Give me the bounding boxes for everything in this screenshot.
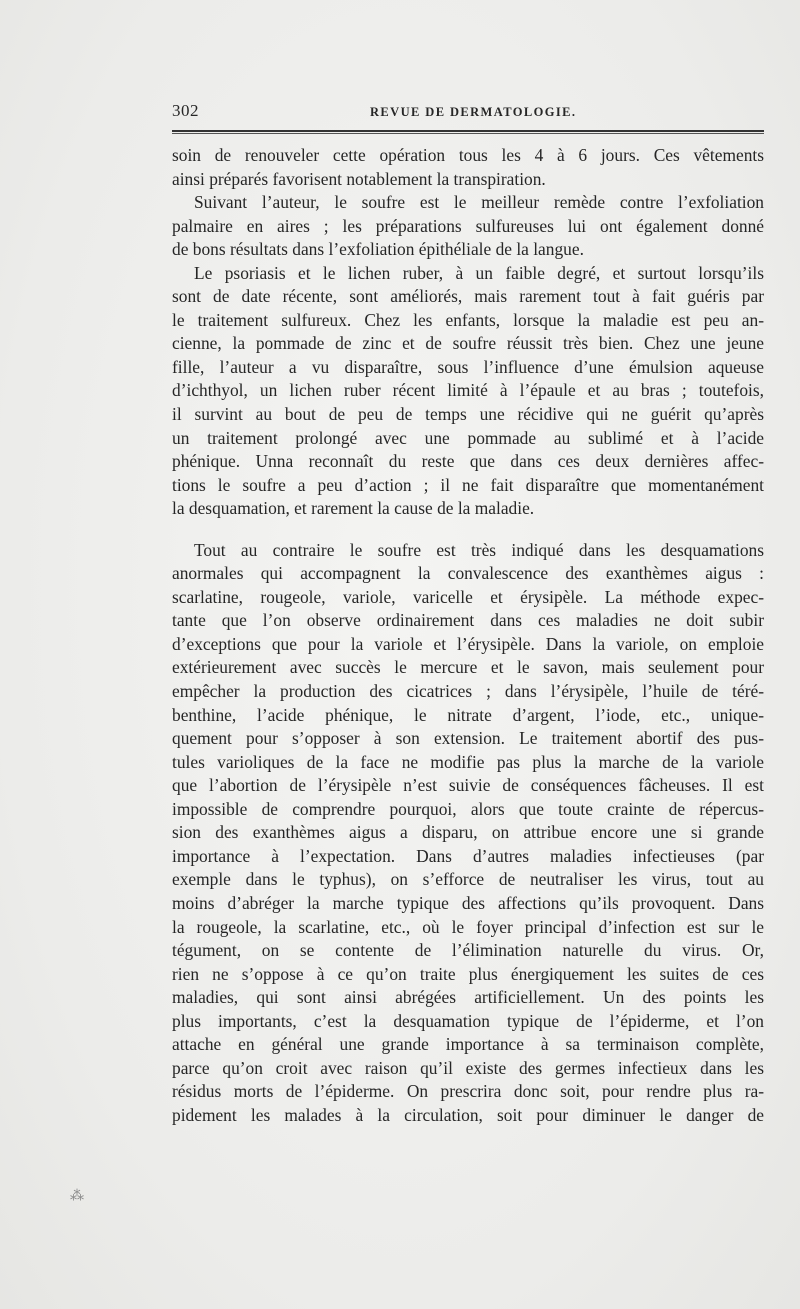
body-text [172, 144, 764, 1127]
text-line: Tout au contraire le soufre est très indiqué dans les desquamations [194, 539, 764, 560]
text-line: ainsi préparés favorisent notablement la transpiration. [172, 168, 546, 189]
text-line: extérieurement avec succès le mercure et le savon, mais seulement pour [172, 657, 764, 678]
text-line: quement pour s’opposer à son extension. Le traitement abortif des pus- [172, 728, 764, 749]
text-line: tégument, on se contente de l’élimination naturelle du virus. Or, [172, 940, 764, 961]
text-line: fille, l’auteur a vu disparaître, sous l’influence d’une émulsion aqueuse [172, 356, 764, 377]
text-line: moins d’abréger la marche typique des affections qu’ils provoquent. Dans [172, 892, 764, 913]
text-line: plus importants, c’est la desquamation typique de l’épiderme, et l’on [172, 1010, 764, 1031]
journal-title: REVUE DE DERMATOLOGIE. [370, 105, 577, 119]
text-line: scarlatine, rougeole, variole, varicelle et érysipèle. La méthode expec- [172, 586, 764, 607]
text-line: tules varioliques de la face ne modifie pas plus la marche de la variole [172, 751, 764, 772]
text-line: un traitement prolongé avec une pommade au sublimé et à l’acide [172, 427, 764, 448]
text-line: que l’abortion de l’érysipèle n’est suivie de conséquences fâcheuses. Il est [172, 775, 764, 796]
text-line: la rougeole, la scarlatine, etc., où le foyer principal d’infection est sur le [172, 916, 764, 937]
paragraph [172, 262, 764, 521]
text-line: la desquamation, et rarement la cause de la maladie. [172, 498, 535, 519]
page-number: 302 [172, 101, 199, 120]
text-line: le traitement sulfureux. Chez les enfants, lorsque la maladie est peu an- [172, 309, 764, 330]
text-line: parce qu’on croit avec raison qu’il existe des germes infectieux dans les [172, 1057, 764, 1078]
text-line: empêcher la production des cicatrices ; dans l’érysipèle, l’huile de téré- [172, 681, 764, 702]
text-line: sion des exanthèmes aigus a disparu, on attribue encore une si grande [172, 822, 764, 843]
text-line: Le psoriasis et le lichen ruber, à un faible degré, et surtout lorsqu’ils [194, 262, 764, 283]
text-line: rien ne s’oppose à ce qu’on traite plus énergiquement les suites de ces [172, 963, 764, 984]
text-line: exemple dans le typhus), on s’efforce de neutraliser les virus, tout au [172, 869, 764, 890]
text-line: anormales qui accompagnent la convalescence des exanthèmes aigus : [172, 563, 764, 584]
paragraph [172, 191, 764, 262]
running-head [172, 101, 764, 123]
text-line: cienne, la pommade de zinc et de soufre réussit très bien. Chez une jeune [172, 333, 764, 354]
text-line: soin de renouveler cette opération tous les 4 à 6 jours. Ces vêtements [172, 145, 764, 165]
text-line: benthine, l’acide phénique, le nitrate d’argent, l’iode, etc., unique- [172, 704, 764, 725]
text-line: résidus morts de l’épiderme. On prescrira donc soit, pour rendre plus ra- [172, 1081, 764, 1102]
text-line: impossible de comprendre pourquoi, alors que toute crainte de répercus- [172, 798, 764, 819]
text-line: pidement les malades à la circulation, soit pour diminuer le danger de [172, 1104, 764, 1125]
text-line: phénique. Unna reconnaît du reste que dans ces deux dernières affec- [172, 451, 764, 472]
text-line: d’ichthyol, un lichen ruber récent limité à l’épaule et au bras ; toutefois, [172, 380, 764, 401]
text-line: Suivant l’auteur, le soufre est le meilleur remède contre l’exfoliation [194, 192, 764, 213]
text-line: d’exceptions que pour la variole et l’érysipèle. Dans la variole, on emploie [172, 633, 764, 654]
text-line: maladies, qui sont ainsi abrégées artificiellement. Un des points les [172, 987, 764, 1008]
text-line: importance à l’expectation. Dans d’autres maladies infectieuses (par [172, 845, 764, 866]
header-rule [172, 130, 764, 134]
paragraph [172, 144, 764, 191]
paragraph [172, 539, 764, 1128]
text-line: palmaire en aires ; les préparations sulfureuses lui ont également donné [172, 215, 764, 236]
text-line: de bons résultats dans l’exfoliation épithéliale de la langue. [172, 239, 584, 260]
text-line: attache en général une grande importance à sa terminaison complète, [172, 1034, 764, 1055]
text-line: il survint au bout de peu de temps une récidive qui ne guérit qu’après [172, 404, 764, 425]
ink-smudge: ⁂ [70, 1189, 84, 1204]
text-line: sont de date récente, sont améliorés, mais rarement tout à fait guéris par [172, 286, 764, 307]
text-line: tante que l’on observe ordinairement dans ces maladies ne doit subir [172, 610, 764, 631]
text-line: tions le soufre a peu d’action ; il ne fait disparaître que momentanément [172, 474, 764, 495]
